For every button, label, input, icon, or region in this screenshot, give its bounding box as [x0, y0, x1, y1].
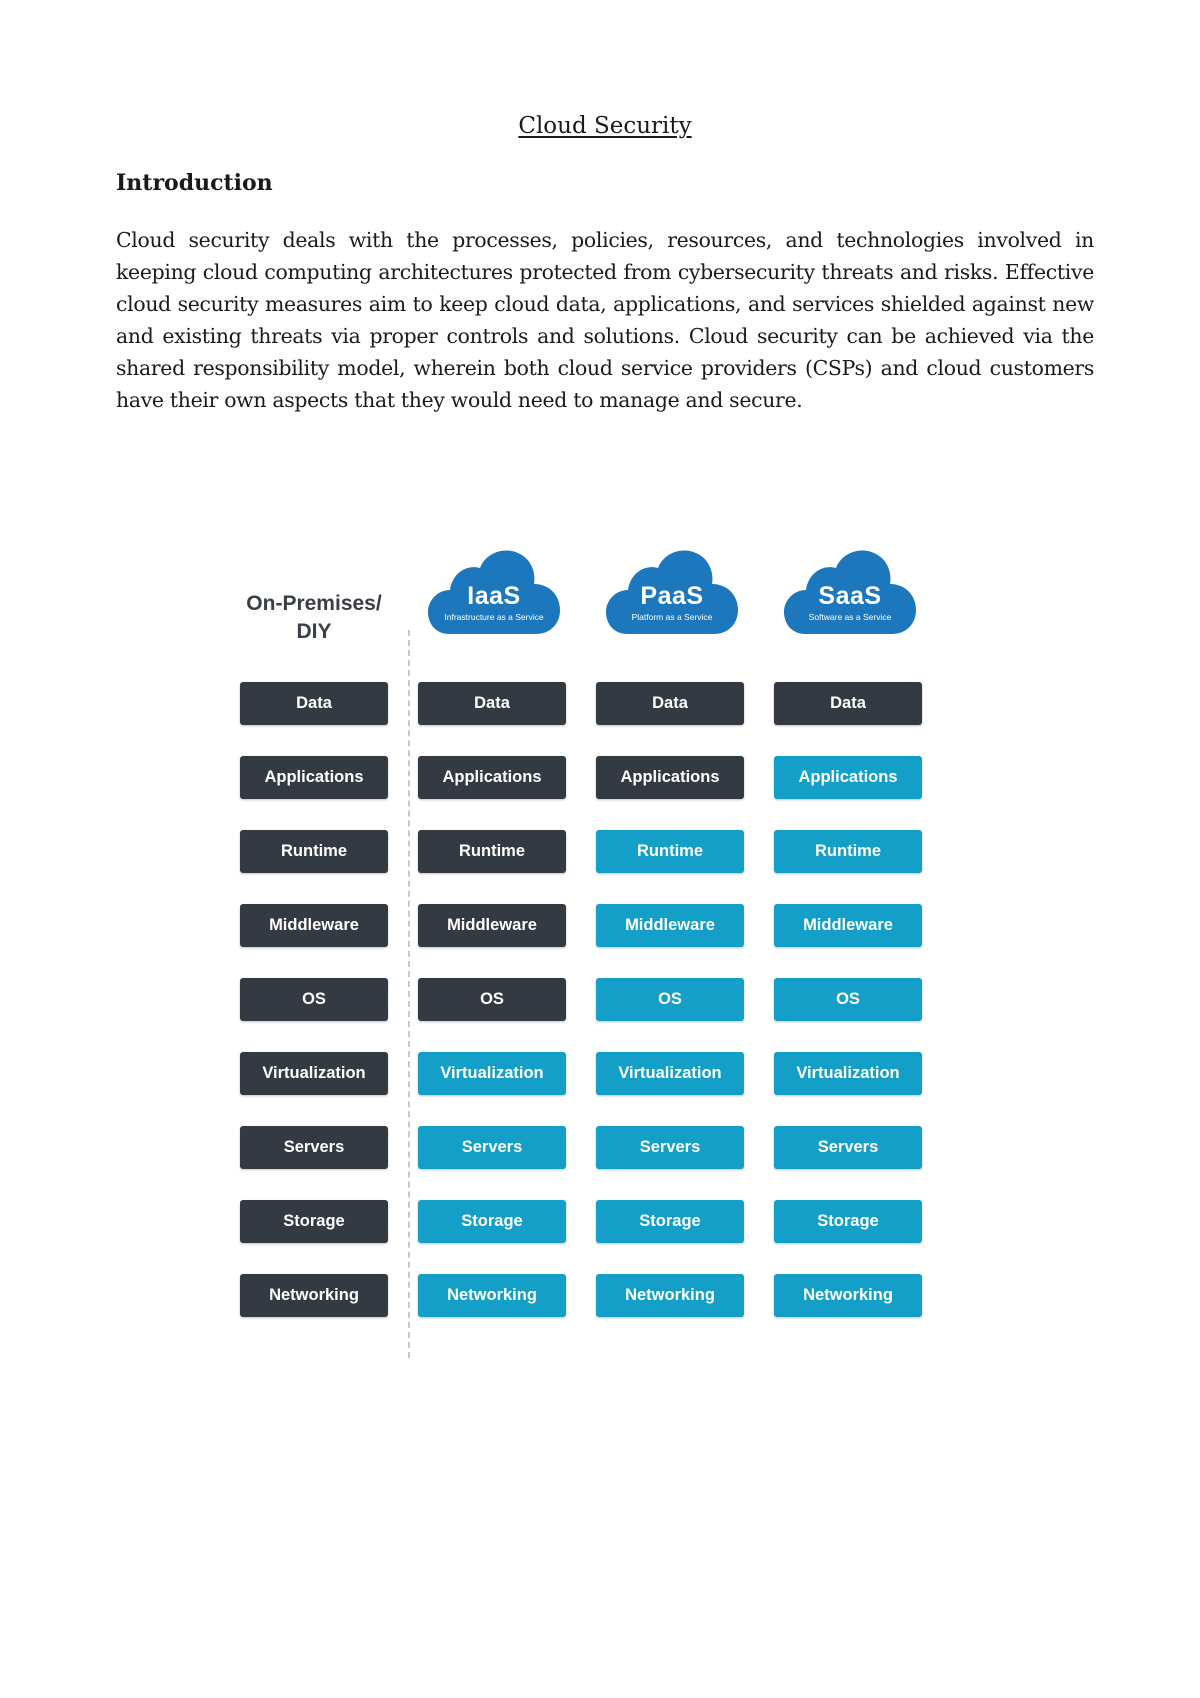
layer-tile-storage: Storage — [240, 1200, 388, 1243]
layer-tile-servers: Servers — [774, 1126, 922, 1169]
paas-title: PaaS — [640, 582, 704, 610]
layer-tile-virtualization: Virtualization — [240, 1052, 388, 1095]
layer-tile-data: Data — [774, 682, 922, 725]
layer-tile-middleware: Middleware — [418, 904, 566, 947]
column-header-saas — [774, 540, 922, 644]
column-divider — [408, 630, 410, 1358]
iaas-title: IaaS — [467, 582, 521, 610]
layer-tile-storage: Storage — [596, 1200, 744, 1243]
layer-tile-data: Data — [240, 682, 388, 725]
layer-tile-data: Data — [596, 682, 744, 725]
layer-tile-storage: Storage — [774, 1200, 922, 1243]
intro-paragraph: Cloud security deals with the processes, policies, resources, and technologies involved in keeping cloud computing architectures protected from cybersecurity threats and risks. Effective cloud security measures aim to keep cloud data, applications, and services shielded against new and existing threats via proper controls and solutions. Cloud security can be achieved via the shared responsibility model, wherein both cloud service providers (CSPs) and cloud customers have their own aspects that they would need to manage and secure. — [116, 228, 1094, 412]
layer-tile-middleware: Middleware — [774, 904, 922, 947]
layer-tile-runtime: Runtime — [418, 830, 566, 873]
section-heading-introduction: Introduction — [116, 170, 273, 196]
layer-tile-applications: Applications — [774, 756, 922, 799]
iaas-subtitle: Infrastructure as a Service — [444, 612, 544, 622]
document-title: Cloud Security — [518, 113, 692, 139]
layer-tile-servers: Servers — [418, 1126, 566, 1169]
layer-tile-os: OS — [240, 978, 388, 1021]
saas-title: SaaS — [818, 582, 882, 610]
column-header-on-premises — [240, 540, 388, 644]
layer-tile-applications: Applications — [596, 756, 744, 799]
layer-tile-middleware: Middleware — [596, 904, 744, 947]
layer-tile-middleware: Middleware — [240, 904, 388, 947]
cloud-responsibility-diagram — [240, 540, 940, 1360]
layer-tile-applications: Applications — [418, 756, 566, 799]
layer-tile-servers: Servers — [596, 1126, 744, 1169]
layer-tile-os: OS — [596, 978, 744, 1021]
layer-tile-virtualization: Virtualization — [418, 1052, 566, 1095]
column-header-paas — [596, 540, 744, 644]
layer-tile-networking: Networking — [418, 1274, 566, 1317]
layer-tile-networking: Networking — [240, 1274, 388, 1317]
layer-tile-networking: Networking — [596, 1274, 744, 1317]
on-premises-label-line1: On-Premises/ — [246, 592, 382, 615]
layer-tile-data: Data — [418, 682, 566, 725]
layer-tile-servers: Servers — [240, 1126, 388, 1169]
on-premises-label-line2: DIY — [296, 620, 332, 643]
layer-tile-runtime: Runtime — [596, 830, 744, 873]
layer-tile-virtualization: Virtualization — [596, 1052, 744, 1095]
on-premises-label — [240, 590, 388, 646]
layer-tile-runtime: Runtime — [774, 830, 922, 873]
saas-subtitle: Software as a Service — [808, 612, 892, 622]
column-header-iaas — [418, 540, 566, 644]
layer-tile-storage: Storage — [418, 1200, 566, 1243]
layer-tile-os: OS — [418, 978, 566, 1021]
layer-tile-virtualization: Virtualization — [774, 1052, 922, 1095]
layer-tile-runtime: Runtime — [240, 830, 388, 873]
layer-tile-applications: Applications — [240, 756, 388, 799]
paas-subtitle: Platform as a Service — [631, 612, 713, 622]
layer-tile-os: OS — [774, 978, 922, 1021]
layer-tile-networking: Networking — [774, 1274, 922, 1317]
